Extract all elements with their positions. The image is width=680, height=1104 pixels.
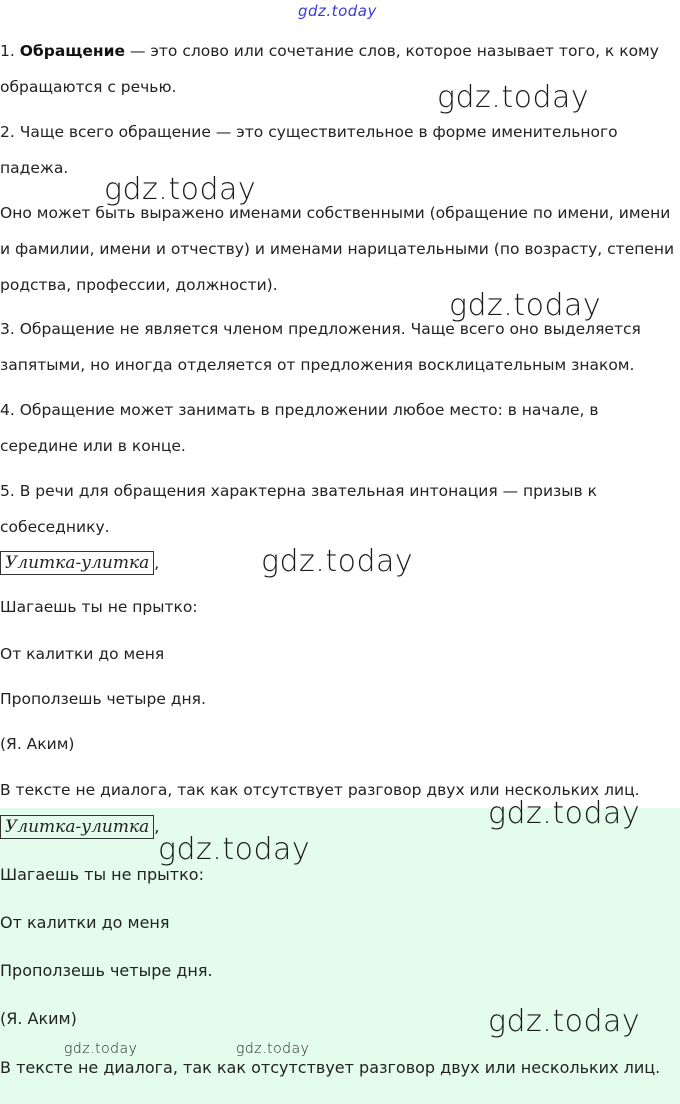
answer-address-comma: , (154, 817, 160, 836)
rule-5: 5. В речи для обращения характерна звательная интонация — призыв к собеседнику. (0, 482, 597, 536)
poem-line-3: Проползешь четыре дня. (0, 690, 206, 708)
watermark-small: gdz.today (236, 1041, 310, 1057)
answer-line-2: От калитки до меня (0, 913, 170, 932)
answer-line-3: Проползешь четыре дня. (0, 961, 213, 980)
poem-author: (Я. Аким) (0, 735, 75, 753)
answer-author: (Я. Аким) (0, 1009, 77, 1028)
watermark: gdz.today (449, 288, 602, 323)
answer-conclusion: В тексте не диалога, так как отсутствует разговор двух или нескольких лиц. (0, 1058, 661, 1077)
poem-address-comma: , (154, 554, 160, 572)
rule-4: 4. Обращение может занимать в предложении любое место: в начале, в середине или в конце. (0, 401, 599, 455)
poem-conclusion: В тексте не диалога, так как отсутствует разговор двух или нескольких лиц. (0, 781, 640, 799)
watermark-small: gdz.today (64, 1041, 138, 1057)
watermark: gdz.today (104, 172, 257, 207)
answer-address: Улитка-улитка (0, 815, 154, 839)
watermark-top: gdz.today (298, 2, 377, 20)
answer-line-1: Шагаешь ты не прытко: (0, 865, 204, 884)
watermark: gdz.today (488, 1004, 641, 1039)
watermark: gdz.today (488, 796, 641, 831)
rule-2: 2. Чаще всего обращение — это существительное в форме именительного падежа. (0, 123, 618, 177)
rule-1-number: 1. (0, 42, 20, 60)
poem-address: Улитка-улитка (0, 551, 154, 575)
watermark: gdz.today (158, 832, 311, 867)
poem-line-2: От калитки до меня (0, 645, 165, 663)
watermark: gdz.today (261, 544, 414, 579)
rule-1-term: Обращение (19, 42, 126, 60)
rule-2-detail: Оно может быть выражено именами собственными (обращение по имени, имени и фамилии, имени и отчеству) и именами нарицательными (по возрасту, степени родства, профессии, должности). (0, 204, 675, 294)
rule-3: 3. Обращение не является членом предложения. Чаще всего оно выделяется запятыми, но иногда отделяется от предложения восклицательным знаком. (0, 320, 641, 374)
watermark: gdz.today (437, 80, 590, 115)
rule-1-text: — это слово или сочетание слов, которое называет того, к кому обращаются с речью. (0, 42, 659, 96)
poem-line-1: Шагаешь ты не прытко: (0, 598, 198, 616)
